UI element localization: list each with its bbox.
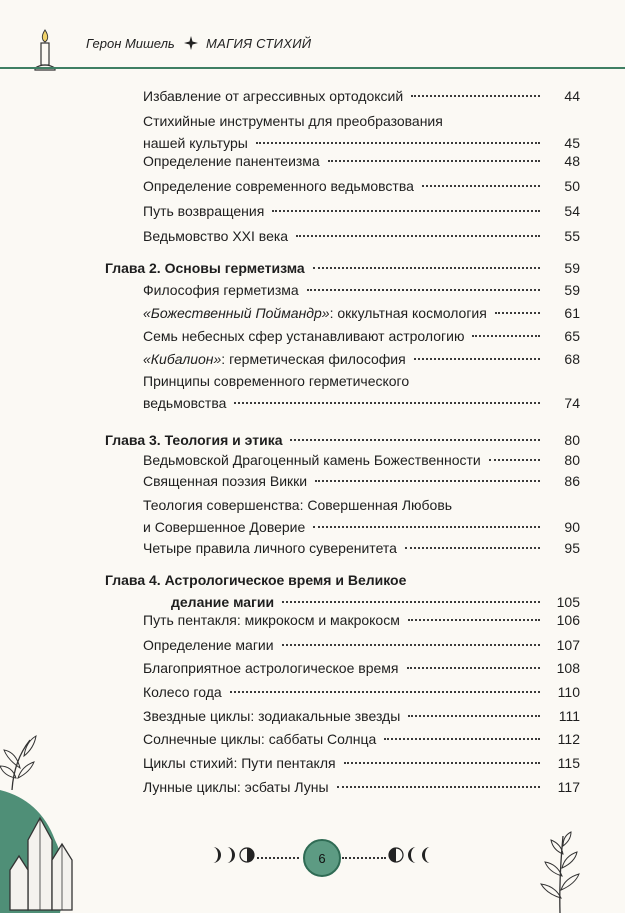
toc-entry-text: Глава 3. Теология и этика (105, 432, 283, 448)
toc-entry-text: Семь небесных сфер устанавливают астрологию (143, 328, 465, 344)
dot-leader (472, 335, 540, 337)
dot-leader (282, 601, 540, 603)
toc-entry-text: Ведьмовской Драгоценный камень Божественности (143, 452, 481, 468)
sparkle-icon (184, 36, 198, 50)
toc-entry (143, 110, 580, 154)
dot-leader (337, 786, 541, 788)
toc-page-number: 80 (564, 432, 580, 448)
toc-entry (143, 370, 580, 414)
toc-entry-text: Теология совершенства: Совершенная Любовь (143, 497, 453, 513)
toc-entry-text: Четыре правила личного суверенитета (143, 540, 397, 556)
toc-entry-text: Принципы современного герметического (143, 373, 410, 389)
toc-entry (143, 279, 580, 301)
toc-entry (143, 225, 580, 247)
dot-leader (422, 185, 540, 187)
dot-leader (272, 210, 540, 212)
header-book-title: МАГИЯ СТИХИЙ (206, 36, 312, 51)
toc-entry (143, 200, 580, 222)
toc-page-number: 48 (564, 153, 580, 169)
toc-entry (143, 85, 580, 107)
dot-leader (313, 267, 540, 269)
dot-leader (344, 762, 540, 764)
toc-entry-text: Священная поэзия Викки (143, 473, 308, 489)
toc-entry-text: Глава 4. Астрологическое время и Великое (105, 572, 407, 588)
dot-leader (230, 691, 540, 693)
toc-entry-text: Определение современного ведьмовства (143, 178, 414, 194)
toc-entry-text: Глава 2. Основы герметизма (105, 260, 305, 276)
dot-leader (414, 358, 540, 360)
toc-entry-text: Ведьмовство XXI века (143, 228, 289, 244)
toc-page-number: 68 (564, 351, 580, 367)
toc-entry-text: «Кибалион»: герметическая философия (143, 351, 406, 367)
toc-entry-text: делание магии (171, 594, 275, 610)
dot-leader (405, 547, 540, 549)
toc-page-number: 74 (564, 395, 580, 411)
toc-entry (143, 705, 580, 727)
toc-page-number: 44 (564, 88, 580, 104)
candle-icon (30, 28, 60, 72)
toc-page-number: 59 (564, 282, 580, 298)
toc-entry-text: и Совершенное Доверие (143, 519, 306, 535)
dot-leader (495, 312, 540, 314)
toc-page-number: 117 (557, 779, 580, 795)
dot-leader (307, 289, 540, 291)
toc-entry (143, 150, 580, 172)
dot-leader (408, 715, 540, 717)
toc-entry (143, 776, 580, 798)
toc-page-number: 54 (564, 203, 580, 219)
dot-leader (282, 644, 540, 646)
toc-entry-text: Циклы стихий: Пути пентакля (143, 755, 336, 771)
dot-leader (256, 142, 540, 144)
page-number-badge: 6 (303, 839, 341, 877)
toc-entry-text: ведьмовства (143, 395, 227, 411)
running-header (0, 28, 625, 78)
toc-entry (143, 325, 580, 347)
toc-page-number: 86 (564, 473, 580, 489)
toc-page-number: 110 (557, 684, 580, 700)
dot-leader (296, 235, 540, 237)
toc-entry-text: Определение панентеизма (143, 153, 320, 169)
toc-page-number: 107 (556, 637, 580, 653)
dot-leader (408, 619, 540, 621)
toc-entry-text: Солнечные циклы: саббаты Солнца (143, 731, 377, 747)
dot-leader (384, 738, 540, 740)
toc-page-number: 105 (556, 594, 580, 610)
toc-page-number: 59 (564, 260, 580, 276)
toc-entry-text: Избавление от агрессивных ортодоксий (143, 88, 404, 104)
toc-page-number: 61 (564, 305, 580, 321)
toc-entry-text: Колесо года (143, 684, 222, 700)
dot-leader (489, 459, 540, 461)
dot-leader (290, 439, 540, 441)
dot-leader (313, 526, 540, 528)
toc-page-number: 50 (564, 178, 580, 194)
crystal-plant-illustration-left (0, 720, 120, 913)
toc-entry (143, 494, 580, 538)
toc-entry-text: Стихийные инструменты для преобразования (143, 113, 443, 129)
toc-page-number: 45 (564, 135, 580, 151)
toc-entry-text: Лунные циклы: эсбаты Луны (143, 779, 329, 795)
toc-page-number: 112 (557, 731, 580, 747)
toc-page-number: 111 (558, 708, 580, 724)
footer-dotted-line-left (257, 855, 299, 859)
toc-page-number: 108 (556, 660, 580, 676)
toc-entry-text: Определение магии (143, 637, 274, 653)
toc-entry (143, 634, 580, 656)
toc-entry (143, 752, 580, 774)
toc-page-number: 115 (557, 755, 580, 771)
toc-entry (143, 657, 580, 679)
toc-entry-text: Путь возвращения (143, 203, 265, 219)
toc-page-number: 90 (564, 519, 580, 535)
toc-page-number: 65 (564, 328, 580, 344)
header-rule (0, 67, 625, 69)
toc-entry (143, 175, 580, 197)
toc-chapter-entry (105, 569, 580, 613)
footer-dotted-line-right (342, 855, 386, 859)
toc-entry-text: Путь пентакля: микрокосм и макрокосм (143, 612, 400, 628)
toc-entry-text: нашей культуры (143, 135, 248, 151)
herb-sprig-illustration-right (525, 828, 595, 913)
toc-entry-text: Звездные циклы: зодиакальные звезды (143, 708, 401, 724)
toc-entry (143, 609, 580, 631)
toc-entry (143, 302, 580, 324)
toc-chapter-entry (105, 429, 580, 451)
dot-leader (407, 667, 541, 669)
toc-entry (143, 681, 580, 703)
toc-entry (143, 449, 580, 471)
toc-entry (143, 348, 580, 370)
toc-page-number: 95 (564, 540, 580, 556)
moon-phases-left-icon (205, 845, 255, 865)
toc-entry (143, 470, 580, 492)
dot-leader (234, 402, 540, 404)
toc-chapter-entry (105, 257, 580, 279)
dot-leader (328, 160, 540, 162)
toc-entry (143, 728, 580, 750)
toc-entry (143, 537, 580, 559)
header-author: Герон Мишель (86, 36, 175, 51)
toc-page-number: 55 (564, 228, 580, 244)
dot-leader (411, 95, 540, 97)
toc-page-number: 106 (556, 612, 580, 628)
toc-entry-text: «Божественный Поймандр»: оккультная космология (143, 305, 487, 321)
toc-entry-text: Благоприятное астрологическое время (143, 660, 399, 676)
toc-entry-text: Философия герметизма (143, 282, 299, 298)
toc-page-number: 80 (564, 452, 580, 468)
dot-leader (315, 480, 540, 482)
moon-phases-right-icon (388, 845, 438, 865)
